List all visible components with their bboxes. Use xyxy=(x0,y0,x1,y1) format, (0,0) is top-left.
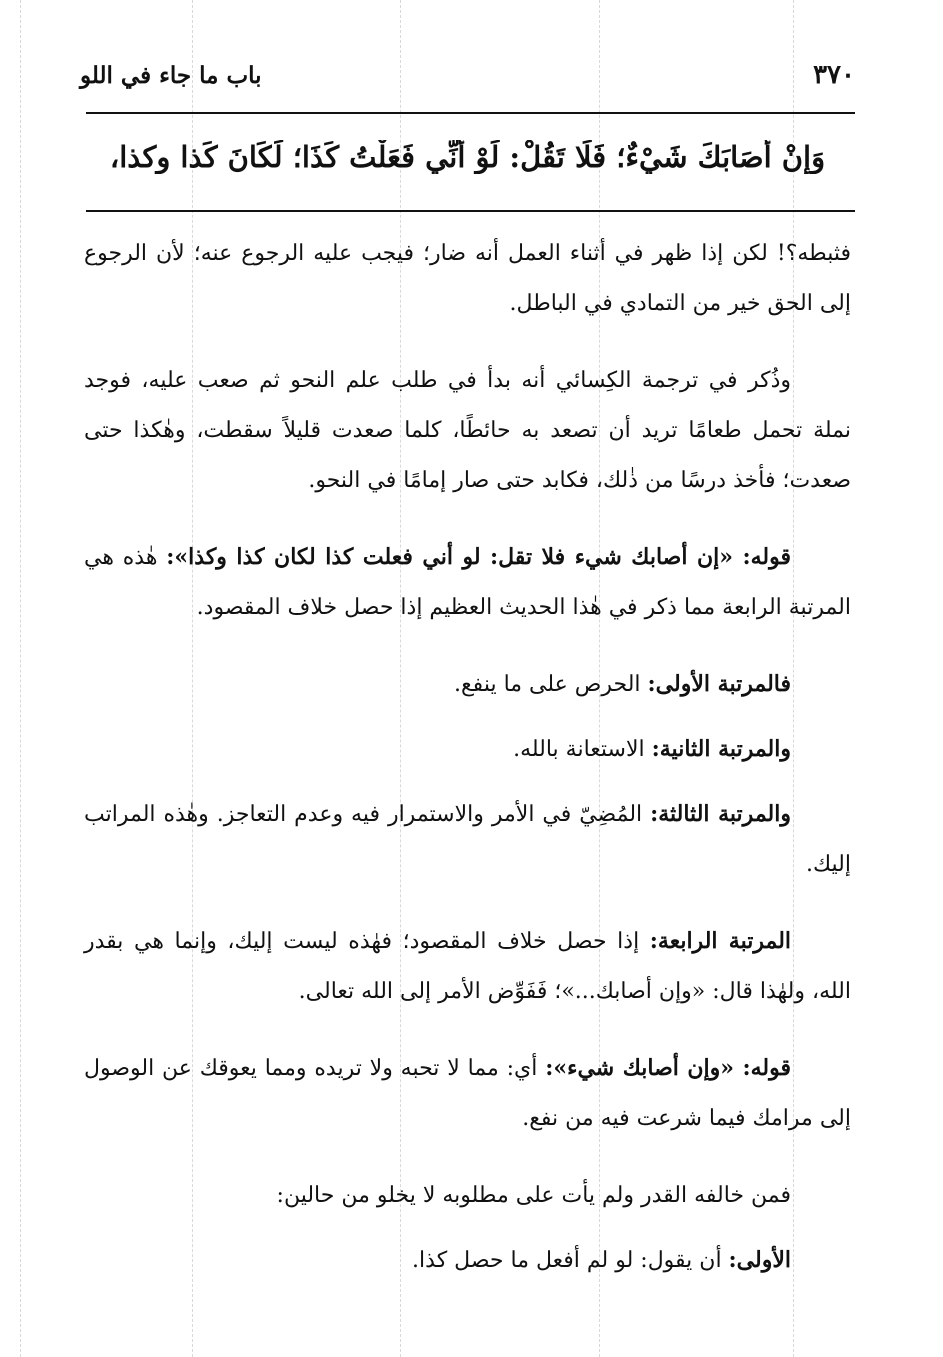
paragraph-text: الحرص على ما ينفع. xyxy=(453,672,648,697)
page-number: ٣٧٠ xyxy=(813,60,855,90)
paragraph-text: وذُكر في ترجمة الكِسائي أنه بدأ في طلب علم النحو ثم صعب عليه، فوجد نملة تحمل طعامًا تريد أن تصعد به حائطًا، كلما صعدت قليلاً سقطت، وهٰكذا حتى صعدت؛ فأخذ درسًا من ذٰلك، فكابد حتى صار إمامًا في النحو. xyxy=(84,368,851,493)
paragraph-text: هٰذه هي المرتبة الرابعة مما ذكر في هٰذا الحديث العظيم إذا حصل خلاف المقصود. xyxy=(84,545,851,620)
page-header xyxy=(80,58,855,102)
paragraph xyxy=(84,1043,851,1144)
paragraph-text: أن يقول: لو لم أفعل ما حصل كذا. xyxy=(412,1248,729,1273)
paragraph-lead: المرتبة الرابعة: xyxy=(649,928,792,954)
matn-verse: وَإِنْ أَصَابَكَ شَيْءٌ؛ فَلَا تَقُلْ: لَوْ أَنِّي فَعَلْتُ كَذَا؛ لَكَانَ كَذا وكذا، xyxy=(109,140,826,174)
paragraph xyxy=(84,789,851,890)
header-rule xyxy=(86,112,855,114)
paragraph-lead: قوله: «إن أصابك شيء فلا تقل: لو أني فعلت كذا لكان كذا وكذا»: xyxy=(166,544,791,570)
paragraph-lead: قوله: «وإن أصابك شيء»: xyxy=(545,1055,792,1081)
paragraph xyxy=(84,532,851,633)
paragraph-text: الاستعانة بالله. xyxy=(513,737,652,762)
paragraph xyxy=(84,724,851,775)
paragraph xyxy=(84,916,851,1017)
paragraph-lead: والمرتبة الثانية: xyxy=(651,736,791,762)
scan-grid-line xyxy=(20,0,21,1357)
running-title: باب ما جاء في اللو xyxy=(80,62,262,89)
paragraph xyxy=(84,659,851,710)
paragraph-text: المُضِيّ في الأمر والاستمرار فيه وعدم التعاجز. وهٰذه المراتب إليك. xyxy=(84,802,851,877)
paragraph-text: فمن خالفه القدر ولم يأت على مطلوبه لا يخلو من حالين: xyxy=(276,1183,791,1208)
paragraph xyxy=(84,228,851,329)
paragraph-text: أي: مما لا تحبه ولا تريده ومما يعوقك عن الوصول إلى مرامك فيما شرعت فيه من نفع. xyxy=(84,1056,851,1131)
matn-rule xyxy=(86,210,855,212)
paragraph-lead: فالمرتبة الأولى: xyxy=(647,671,791,697)
paragraph-text: فثبطه؟! لكن إذا ظهر في أثناء العمل أنه ضار؛ فيجب عليه الرجوع عنه؛ لأن الرجوع إلى الحق خير من التمادي في الباطل. xyxy=(84,241,852,316)
paragraph-lead: والمرتبة الثالثة: xyxy=(650,801,791,827)
paragraph-lead: الأولى: xyxy=(728,1247,791,1273)
commentary-body xyxy=(84,228,851,1300)
paragraph xyxy=(84,355,851,506)
paragraph xyxy=(84,1170,851,1221)
paragraph xyxy=(84,1235,851,1286)
paragraph-text: إذا حصل خلاف المقصود؛ فهٰذه ليست إليك، وإنما هي بقدر الله، ولهٰذا قال: «وإن أصابك...»؛ فَفَوِّض الأمر إلى الله تعالى. xyxy=(84,929,851,1004)
